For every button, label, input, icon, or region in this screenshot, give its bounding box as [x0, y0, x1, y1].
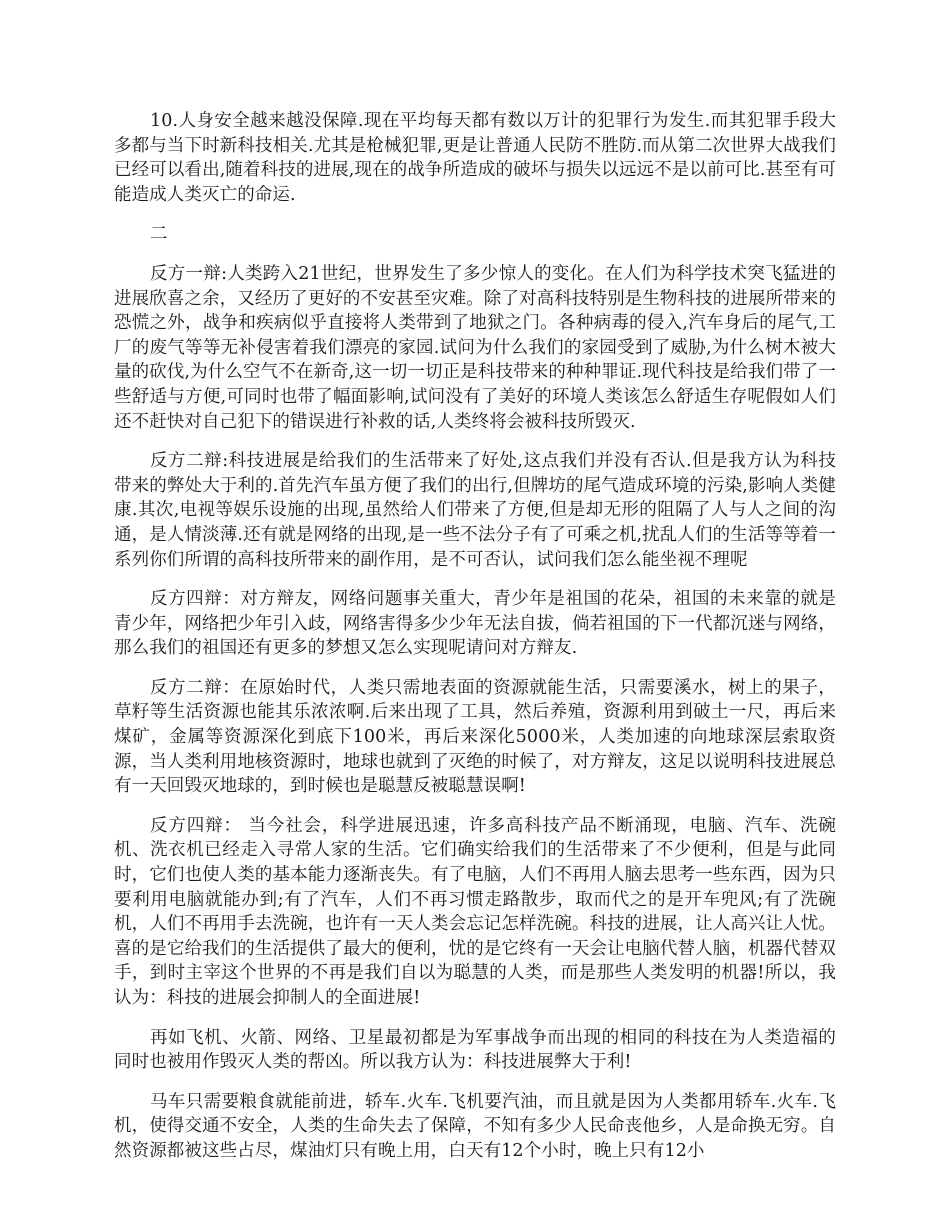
paragraph-item-10: 10.人身安全越来越没保障.现在平均每天都有数以万计的犯罪行为发生.而其犯罪手段大多都与当下时新科技相关.尤其是枪械犯罪,更是让普通人民防不胜防.而从第二次世界大战我们已经可以看出,随着科技的进展,现在的战争所造成的破坏与损失以远远不是以前可比.甚至有可能造成人类灭亡的命运.: [114, 111, 836, 205]
paragraph-rebuttal-second-b: 反方二辩：在原始时代，人类只需地表面的资源就能生活，只需要溪水，树上的果子，草籽等生活资源也能其乐浓浓啊.后来出现了工具，然后养殖，资源利用到破土一尺，再后来煤矿，金属等资源深化到底下100米，再后来深化5000米，人类加速的向地球深层索取资源，当人类利用地核资源时，地球也就到了灭绝的时候了，对方辩友，这足以说明科技进展总有一天回毁灭地球的，到时候也是聪慧反被聪慧误啊!: [114, 677, 836, 797]
paragraph-rebuttal-fourth: 反方四辩：对方辩友，网络问题事关重大，青少年是祖国的花朵，祖国的未来靠的就是青少年，网络把少年引入歧，网络害得多少少年无法自拔，倘若祖国的下一代都沉迷与网络，那么我们的祖国还有更多的梦想又怎么实现呢请问对方辩友.: [114, 589, 836, 659]
paragraph-military-tech: 再如飞机、火箭、网络、卫星最初都是为军事战争而出现的相同的科技在为人类造福的同时也被用作毁灭人类的帮凶。所以我方认为：科技进展弊大于利!: [114, 1027, 836, 1073]
document-page: [114, 109, 836, 1179]
paragraph-rebuttal-first: 反方一辩:人类跨入21世纪，世界发生了多少惊人的变化。在人们为科学技术突飞猛进的进展欣喜之余，又经历了更好的不安甚至灾难。除了对高科技特别是生物科技的进展所带来的恐慌之外，战争和疾病似乎直接将人类带到了地狱之门。各种病毒的侵入,汽车身后的尾气,工厂的废气等等无补侵害着我们漂亮的家园.试问为什么我们的家园受到了威胁,为什么树木被大量的砍伐,为什么空气不在新奇,这一切一切正是科技带来的种种罪证.现代科技是给我们带了一些舒适与方便,可同时也带了幅面影响,试问没有了美好的环境人类该怎么舒适生存呢假如人们还不赶快对自己犯下的错误进行补救的话,人类终将会被科技所毁灭.: [114, 263, 836, 432]
paragraph-rebuttal-second: 反方二辩:科技进展是给我们的生活带来了好处,这点我们并没有否认.但是我方认为科技带来的弊处大于利的.首先汽车虽方便了我们的出行,但牌坊的尾气造成环境的污染,影响人类健康.其次,电视等娱乐设施的出现,虽然给人们带来了方便,但是却无形的阻隔了人与人之间的沟通，是人情淡薄.还有就是网络的出现,是一些不法分子有了可乘之机,扰乱人们的生活等等着一系列你们所谓的高科技所带来的副作用，是不可否认，试问我们怎么能坐视不理呢: [114, 451, 836, 570]
paragraph-carriage: 马车只需要粮食就能前进，轿车.火车.飞机要汽油，而且就是因为人类都用轿车.火车.飞机，使得交通不安全，人类的生命失去了保障，不知有多少人民命丧他乡，人是命换无穷。自然资源都被这些占尽，煤油灯只有晚上用，白天有12个小时，晚上只有12小: [114, 1091, 836, 1161]
paragraph-rebuttal-fourth-b: 反方四辩： 当今社会，科学进展迅速，许多高科技产品不断涌现，电脑、汽车、洗碗机、洗衣机已经走入寻常人家的生活。它们确实给我们的生活带来了不少便利，但是与此同时，它们也使人类的基本能力逐渐丧失。有了电脑，人们不再用人脑去思考一些东西，因为只要利用电脑就能办到;有了汽车，人们不再习惯走路散步，取而代之的是开车兜风;有了洗碗机，人们不再用手去洗碗，也许有一天人类会忘记怎样洗碗。科技的进展，让人高兴让人忧。喜的是它给我们的生活提供了最大的便利，忧的是它终有一天会让电脑代替人脑，机器代替双手，到时主宰这个世界的不再是我们自以为聪慧的人类，而是那些人类发明的机器!所以，我认为：科技的进展会抑制人的全面进展!: [114, 815, 836, 1008]
section-number: 二: [150, 224, 168, 245]
